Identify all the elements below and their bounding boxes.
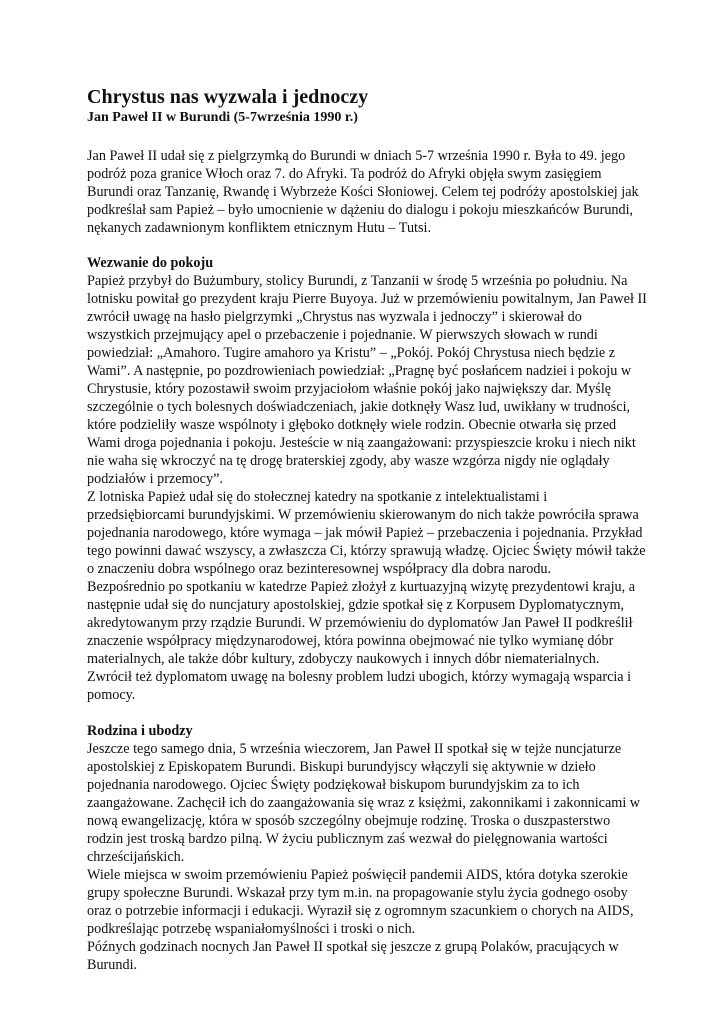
body-paragraph: Jeszcze tego samego dnia, 5 września wieczorem, Jan Paweł II spotkał się w tejże nuncjaturze apostolskiej z Episkopatem Burundi. Biskupi burundyjscy włączyli się aktywnie w dzieło pojednania narodowego. Ojciec Święty podziękował biskupom burundyjskim za to ich zaangażowane. Zachęcił ich do zaangażowania się wraz z księżmi, zakonnikami i zakonnicami w nową ewangelizację, która w sposób szczególny obejmuje rodzinę. Troska o duszpasterstwo rodzin jest troską bardzo pilną. W życiu publicznym zaś wezwał do pielęgnowania wartości chrześcijańskich. xyxy=(87,741,641,865)
section-family xyxy=(87,722,647,974)
section-heading: Wezwanie do pokoju xyxy=(87,255,214,271)
body-paragraph: Papież przybył do Bużumbury, stolicy Burundi, z Tanzanii w środę 5 września po południu. Na lotnisku powitał go prezydent kraju Pierre Buyoya. Już w przemówieniu powitalnym, Jan Paweł II zwrócił uwagę na hasło pielgrzymki „Chrystus nas wyzwala i jednoczy” i skierował do wszystkich przejmujący apel o przebaczenie i pojednanie. W pierwszych słowach w rundi powiedział: „Amahoro. Tugire amahoro ya Kristu” – „Pokój. Pokój Chrystusa niech będzie z Wami”. A następnie, po pozdrowieniach powiedział: „Pragnę być posłańcem nadziei i pokoju w Chrystusie, który pozostawił swoim przyjaciołom właśnie pokój jako największy dar. Myślę szczególnie o tych bolesnych doświadczeniach, jakie dotknęły Wasz lud, uwikłany w trudności, które podzieliły wasze wspólnoty i głęboko dotknęły wiele rodzin. Obecnie otwarła się przed Wami droga pojednania i pokoju. Jesteście w nią zaangażowani: przyspieszcie kroku i niech nikt nie waha się wkroczyć na tę drogę braterskiej zgody, aby wasze wzgórza nigdy nie oglądały podziałów i przemocy”. xyxy=(87,273,647,487)
section-heading: Rodzina i ubodzy xyxy=(87,723,193,739)
body-paragraph: Z lotniska Papież udał się do stołecznej katedry na spotkanie z intelektualistami i przedsiębiorcami burundyjskimi. W przemówieniu skierowanym do nich także powróciła sprawa pojednania narodowego, które wymaga – jak mówił Papież – przebaczenia i pojednania. Przykład tego powinni dawać wszyscy, a zwłaszcza Ci, którzy sprawują władzę. Ojciec Święty mówił także o znaczeniu dobra wspólnego oraz bezinteresownej współpracy dla dobra narodu. xyxy=(87,489,646,577)
body-paragraph: Późnych godzinach nocnych Jan Paweł II spotkał się jeszcze z grupą Polaków, pracujących w Burundi. xyxy=(87,939,619,973)
body-paragraph: Wiele miejsca w swoim przemówieniu Papież poświęcił pandemii AIDS, która dotyka szerokie grupy społeczne Burundi. Wskazał przy tym m.in. na propagowanie stylu życia godnego osoby oraz o potrzebie informacji i edukacji. Wyraził się z ogromnym szacunkiem o chorych na AIDS, podkreślając potrzebę wspaniałomyślności i troski o nich. xyxy=(87,867,634,937)
document-page xyxy=(87,86,647,974)
document-title: Chrystus nas wyzwala i jednoczy xyxy=(87,86,369,108)
body-paragraph: Bezpośrednio po spotkaniu w katedrze Papież złożył z kurtuazyjną wizytę prezydentowi kraju, a następnie udał się do nuncjatury apostolskiej, gdzie spotkał się z Korpusem Dyplomatycznym, akredytowanym przy rządzie Burundi. W przemówieniu do dyplomatów Jan Paweł II podkreślił znaczenie współpracy międzynarodowej, która powinna obejmować nie tylko wymianę dóbr materialnych, ale także dóbr kultury, zdobyczy naukowych i innych dóbr niematerialnych. Zwrócił też dyplomatom uwagę na bolesny problem ludzi ubogich, którzy wymagają wsparcia i pomocy. xyxy=(87,579,635,703)
section-peace xyxy=(87,254,647,704)
intro-paragraph: Jan Paweł II udał się z pielgrzymką do Burundi w dniach 5-7 września 1990 r. Była to 49. jego podróż poza granice Włoch oraz 7. do Afryki. Ta podróż do Afryki objęła swym zasięgiem Burundi oraz Tanzanię, Rwandę i Wybrzeże Kości Słoniowej. Celem tej podróży apostolskiej jak podkreślał sam Papież – było umocnienie w dążeniu do dialogu i pokoju mieszkańców Burundi, nękanych zadawnionym konfliktem etnicznym Hutu – Tutsi. xyxy=(87,148,639,236)
document-subtitle: Jan Paweł II w Burundi (5-7września 1990 r.) xyxy=(87,110,358,125)
